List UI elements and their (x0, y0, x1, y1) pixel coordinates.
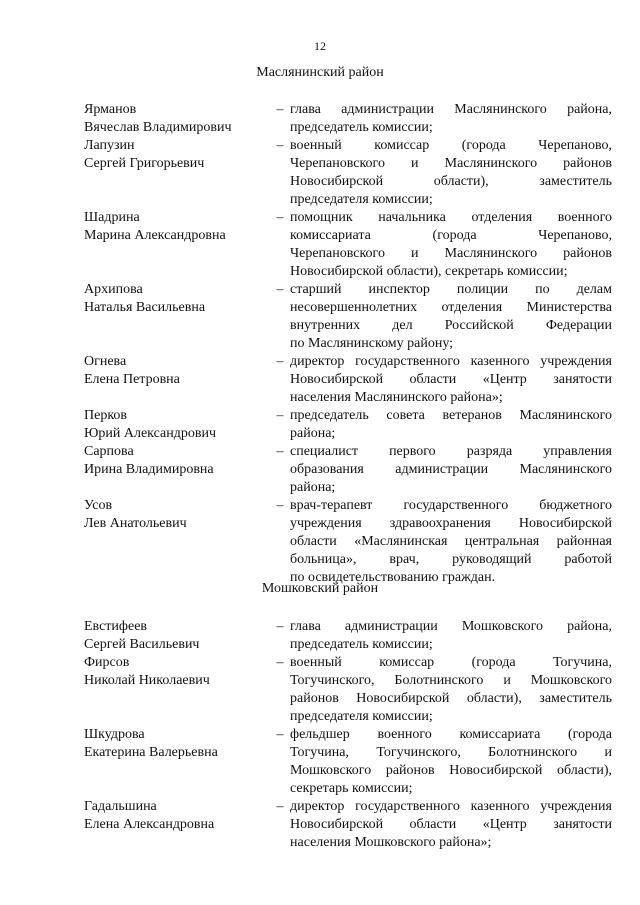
role-line: директор государственного казенного учреждения (290, 799, 612, 814)
member-role (290, 407, 612, 443)
role-line: Новосибирской области «Центр занятости (290, 817, 612, 832)
role-line: Мошковского районов Новосибирской области), (290, 763, 612, 778)
member-surname: Шкудрова (84, 727, 145, 742)
member-name (84, 443, 270, 497)
role-line: председателя комиссии; (290, 192, 433, 207)
role-line: председатель комиссии; (290, 120, 433, 135)
commission-member (0, 497, 640, 587)
dash-separator: – (276, 138, 284, 153)
role-line: военный комиссар (города Черепаново, (290, 138, 612, 153)
section-title: Мошковский район (261, 581, 379, 596)
member-name (84, 209, 270, 281)
commission-member (0, 353, 640, 407)
member-given-names: Марина Александровна (84, 228, 226, 243)
dash-separator: – (276, 210, 284, 225)
role-line: по Маслянинскому району; (290, 336, 454, 351)
role-line: Черепановского и Маслянинского районов (290, 156, 612, 171)
member-name (84, 618, 270, 654)
role-line: глава администрации Маслянинского района, (290, 102, 612, 117)
member-given-names: Юрий Александрович (84, 426, 216, 441)
role-line: председателя комиссии; (290, 709, 433, 724)
dash-separator: – (276, 727, 284, 742)
commission-member (0, 407, 640, 443)
commission-member (0, 137, 640, 209)
dash-separator: – (276, 444, 284, 459)
role-line: больница», врач, руководящий работой (290, 552, 612, 567)
role-line: Новосибирской области), заместитель (290, 174, 612, 189)
member-name (84, 353, 270, 407)
member-surname: Архипова (84, 282, 143, 297)
role-line: директор государственного казенного учреждения (290, 354, 612, 369)
role-line: председатель совета ветеранов Маслянинского (290, 408, 612, 423)
member-role (290, 353, 612, 407)
dash-separator: – (276, 799, 284, 814)
commission-member (0, 654, 640, 726)
role-line: военный комиссар (города Тогучина, (290, 655, 612, 670)
member-surname: Ярманов (84, 102, 137, 117)
member-given-names: Елена Петровна (84, 372, 180, 387)
member-given-names: Вячеслав Владимирович (84, 120, 232, 135)
member-surname: Перков (84, 408, 128, 423)
role-line: глава администрации Мошковского района, (290, 619, 612, 634)
member-surname: Шадрина (84, 210, 140, 225)
member-given-names: Екатерина Валерьевна (84, 745, 218, 760)
member-surname: Фирсов (84, 655, 130, 670)
commission-member (0, 618, 640, 654)
role-line: комиссариата (города Черепаново, (290, 228, 612, 243)
commission-member (0, 209, 640, 281)
dash-separator: – (276, 655, 284, 670)
section-maslyaninsky (0, 64, 640, 587)
member-surname: Евстифеев (84, 619, 148, 634)
role-line: района; (290, 426, 336, 441)
section-title: Маслянинский район (256, 65, 384, 80)
commission-member (0, 726, 640, 798)
member-given-names: Наталья Васильевна (84, 300, 206, 315)
member-name (84, 137, 270, 209)
role-line: области «Маслянинская центральная районная (290, 534, 612, 549)
role-line: фельдшер военного комиссариата (города (290, 727, 612, 742)
commission-member (0, 101, 640, 137)
role-line: населения Мошковского района»; (290, 835, 492, 850)
member-name (84, 407, 270, 443)
commission-member (0, 798, 640, 852)
role-line: старший инспектор полиции по делам (290, 282, 612, 297)
role-line: Тогучина, Тогучинского, Болотнинского и (290, 745, 612, 760)
member-role (290, 443, 612, 497)
role-line: специалист первого разряда управления (290, 444, 612, 459)
member-role (290, 137, 612, 209)
member-name (84, 497, 270, 587)
role-line: секретарь комиссии; (290, 781, 413, 796)
role-line: несовершеннолетних отделения Министерства (290, 300, 612, 315)
dash-separator: – (276, 498, 284, 513)
member-given-names: Лев Анатольевич (84, 516, 187, 531)
member-name (84, 726, 270, 798)
member-name (84, 798, 270, 852)
member-name (84, 654, 270, 726)
member-given-names: Сергей Васильевич (84, 637, 200, 652)
member-given-names: Елена Александровна (84, 817, 215, 832)
role-line: Тогучинского, Болотнинского и Мошковского (290, 673, 612, 688)
role-line: учреждения здравоохранения Новосибирской (290, 516, 612, 531)
dash-separator: – (276, 282, 284, 297)
member-role (290, 497, 612, 587)
member-role (290, 209, 612, 281)
member-surname: Лапузин (84, 138, 135, 153)
role-line: образования администрации Маслянинского (290, 462, 612, 477)
role-line: внутренних дел Российской Федерации (290, 318, 612, 333)
role-line: председатель комиссии; (290, 637, 433, 652)
member-role (290, 726, 612, 798)
member-name (84, 281, 270, 353)
member-given-names: Николай Николаевич (84, 673, 210, 688)
commission-member (0, 443, 640, 497)
member-name (84, 101, 270, 137)
member-given-names: Ирина Владимировна (84, 462, 214, 477)
role-line: района; (290, 480, 336, 495)
role-line: Черепановского и Маслянинского районов (290, 246, 612, 261)
member-role (290, 618, 612, 654)
member-surname: Усов (84, 498, 113, 513)
dash-separator: – (276, 619, 284, 634)
member-role (290, 654, 612, 726)
member-role (290, 281, 612, 353)
member-role (290, 798, 612, 852)
section-moshkovsky (0, 580, 640, 852)
role-line: врач-терапевт государственного бюджетного (290, 498, 612, 513)
commission-member (0, 281, 640, 353)
role-line: населения Маслянинского района»; (290, 390, 503, 405)
member-role (290, 101, 612, 137)
dash-separator: – (276, 408, 284, 423)
member-given-names: Сергей Григорьевич (84, 156, 205, 171)
dash-separator: – (276, 354, 284, 369)
member-surname: Огнева (84, 354, 127, 369)
dash-separator: – (276, 102, 284, 117)
role-line: по освидетельствованию граждан. (290, 570, 496, 585)
role-line: Новосибирской области «Центр занятости (290, 372, 612, 387)
role-line: Новосибирской области), секретарь комиссии; (290, 264, 568, 279)
role-line: помощник начальника отделения военного (290, 210, 612, 225)
member-surname: Гадальшина (84, 799, 157, 814)
member-surname: Сарпова (84, 444, 134, 459)
role-line: районов Новосибирской области), заместитель (290, 691, 612, 706)
page-number: 12 (314, 39, 326, 53)
